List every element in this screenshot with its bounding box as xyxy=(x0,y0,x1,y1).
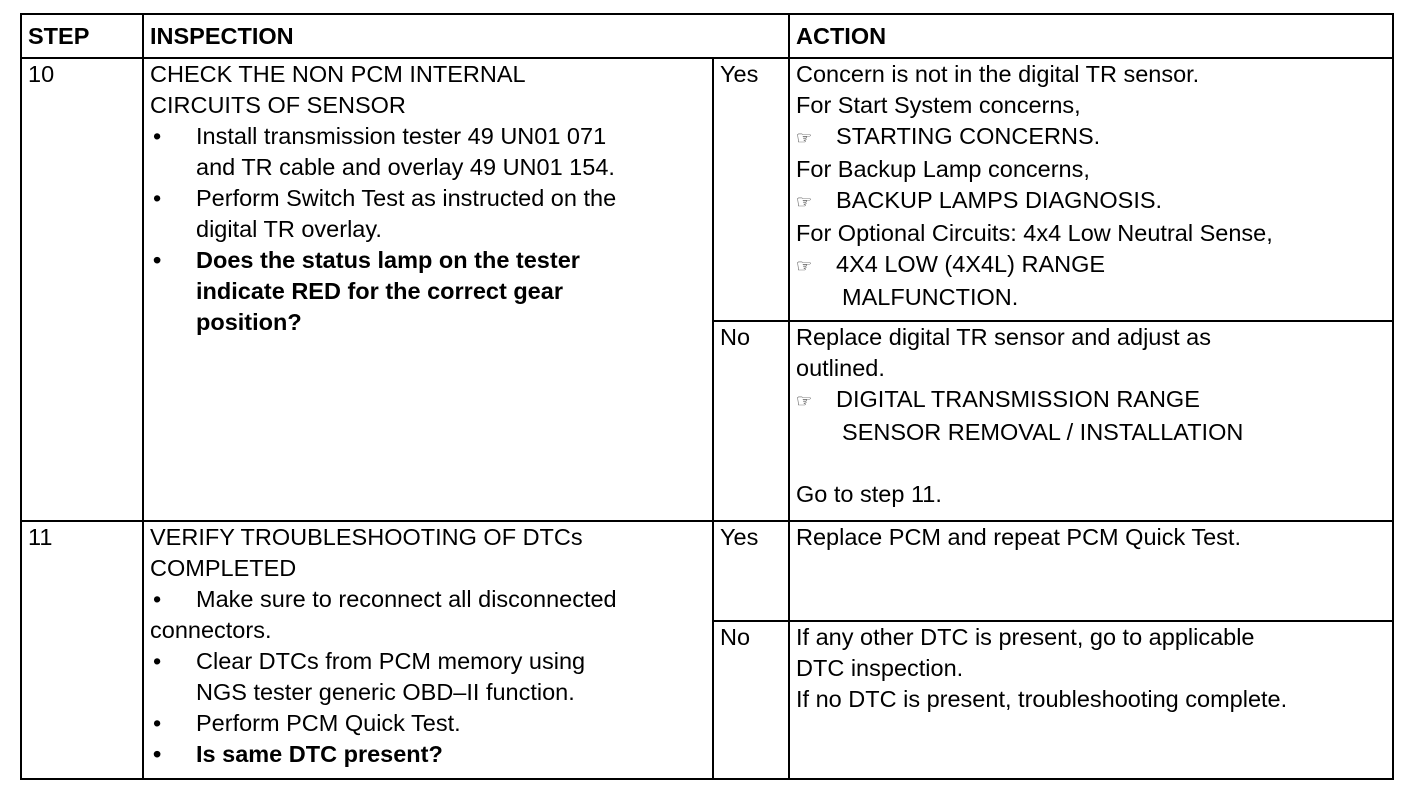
inspection-bullets xyxy=(150,584,706,770)
inspection-cell xyxy=(143,58,713,521)
reference-link[interactable]: 4X4 LOW (4X4L) RANGE xyxy=(836,251,1106,277)
answer-no: No xyxy=(713,621,789,779)
pointing-hand-icon: ☞ xyxy=(796,192,813,212)
reference-link[interactable]: STARTING CONCERNS. xyxy=(836,123,1101,149)
pointing-hand-icon: ☞ xyxy=(796,128,813,148)
inspection-title: CHECK THE NON PCM INTERNAL CIRCUITS OF SENSOR xyxy=(150,61,526,118)
header-step: STEP xyxy=(21,14,143,58)
table-row xyxy=(21,521,1393,621)
header-inspection: INSPECTION xyxy=(143,14,789,58)
list-item: • Clear DTCs from PCM memory using NGS tester generic OBD–II function. xyxy=(150,646,706,708)
action-no: Replace digital TR sensor and adjust as outlined. ☞ DIGITAL TRANSMISSION RANGE SENSOR REMOVAL / INSTALLATION Go to step 11. xyxy=(789,321,1393,521)
action-yes: Replace PCM and repeat PCM Quick Test. xyxy=(789,521,1393,621)
reference-link[interactable]: DIGITAL TRANSMISSION RANGE xyxy=(836,386,1200,412)
list-item: • Make sure to reconnect all disconnected connectors. xyxy=(150,584,706,646)
answer-no: No xyxy=(713,321,789,521)
inspection-title: VERIFY TROUBLESHOOTING OF DTCs COMPLETED xyxy=(150,524,583,581)
action-no: If any other DTC is present, go to applicable DTC inspection. If no DTC is present, troubleshooting complete. xyxy=(789,621,1393,779)
list-item-question: • Is same DTC present? xyxy=(150,739,706,770)
list-item-question: • Does the status lamp on the tester indicate RED for the correct gear position? xyxy=(150,245,706,338)
reference-link[interactable]: BACKUP LAMPS DIAGNOSIS. xyxy=(836,187,1163,213)
step-number: 10 xyxy=(21,58,143,521)
action-yes: Concern is not in the digital TR sensor. For Start System concerns, ☞ STARTING CONCERNS. For Backup Lamp concerns, ☞ BACKUP LAMPS DIAGNOSIS. For Optional Circuits: 4x4 Low Neutral Sense, ☞ 4X4 LOW (4X4L) RANGE MALFUNCTION. xyxy=(789,58,1393,321)
list-item: • Perform PCM Quick Test. xyxy=(150,708,706,739)
answer-yes: Yes xyxy=(713,521,789,621)
pointing-hand-icon: ☞ xyxy=(796,391,813,411)
list-item: • Perform Switch Test as instructed on the digital TR overlay. xyxy=(150,183,706,245)
pointing-hand-icon: ☞ xyxy=(796,256,813,276)
answer-yes: Yes xyxy=(713,58,789,321)
step-number: 11 xyxy=(21,521,143,779)
diagnostic-table xyxy=(20,13,1394,780)
header-row xyxy=(21,14,1393,58)
header-action: ACTION xyxy=(789,14,1393,58)
list-item: • Install transmission tester 49 UN01 071 and TR cable and overlay 49 UN01 154. xyxy=(150,121,706,183)
inspection-cell xyxy=(143,521,713,779)
inspection-bullets xyxy=(150,121,706,338)
table-row xyxy=(21,58,1393,321)
